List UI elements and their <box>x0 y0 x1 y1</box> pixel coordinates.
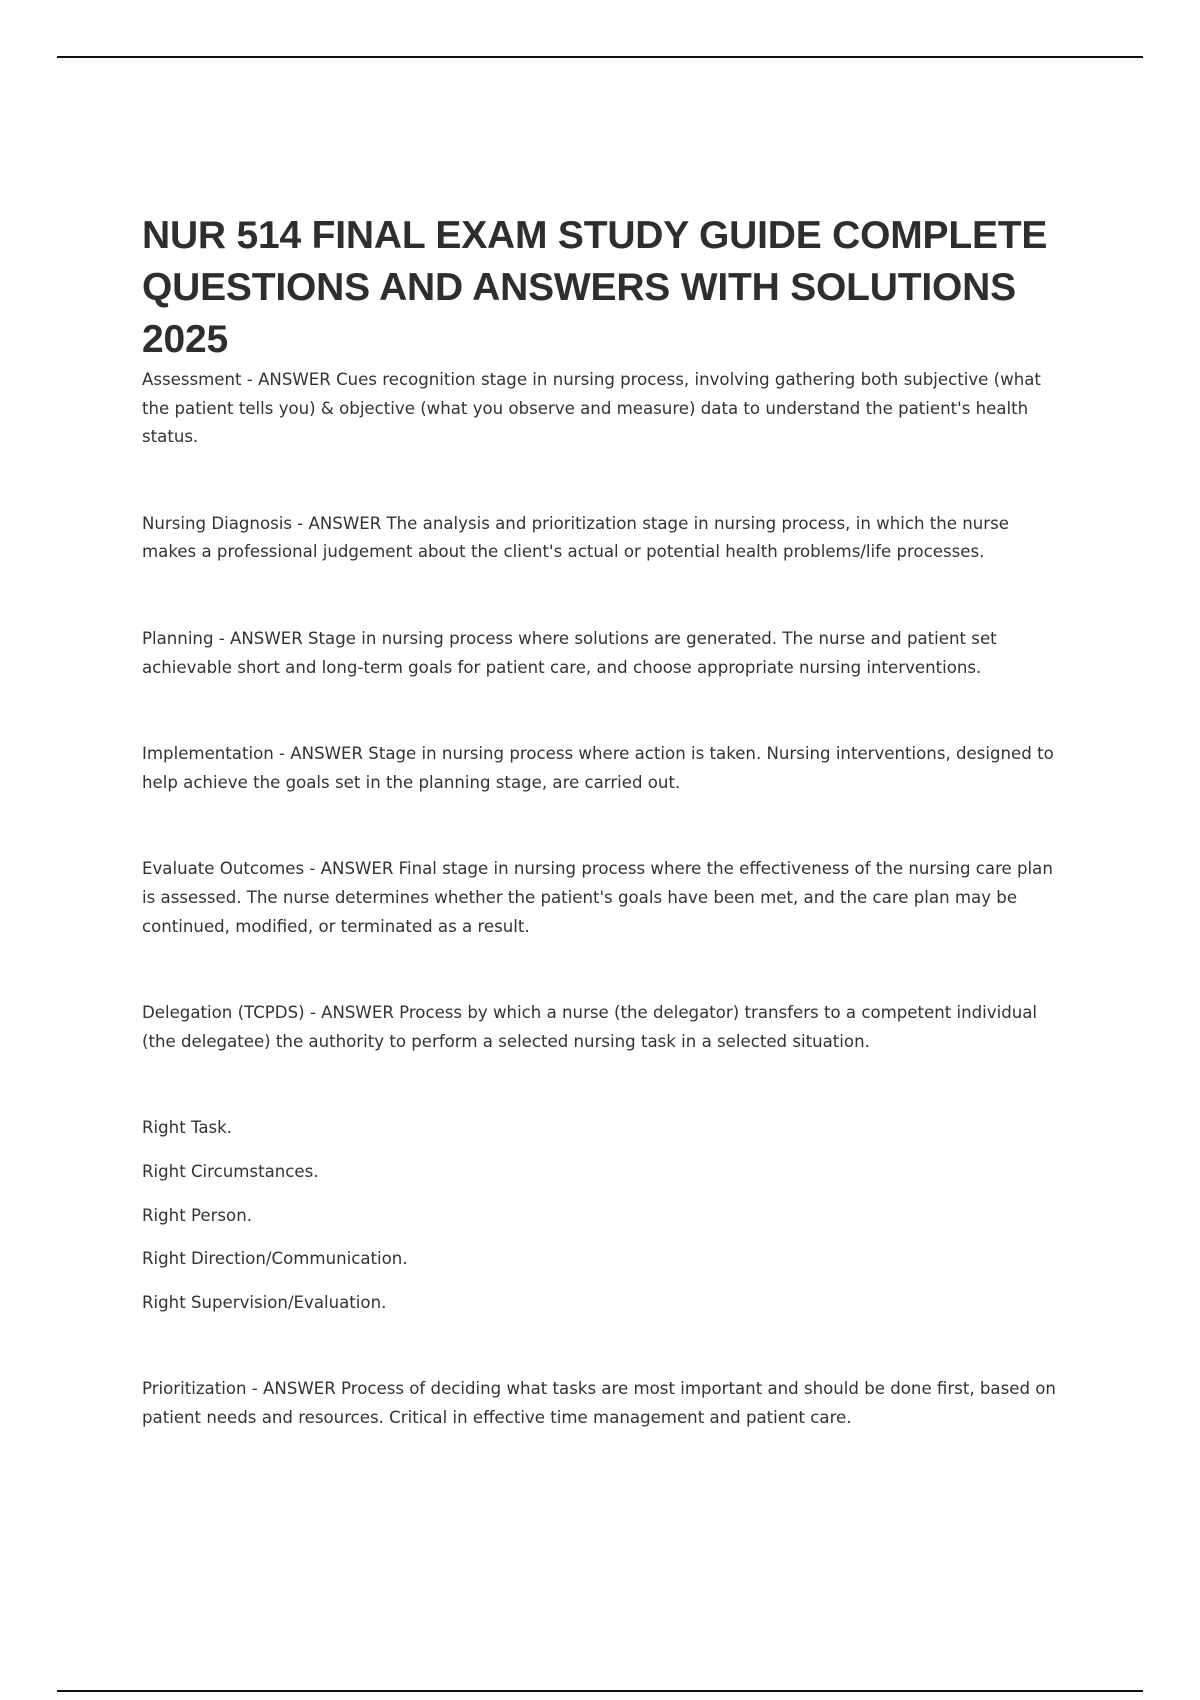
entry-answer: Cues recognition stage in nursing process, involving gathering both subjective (what the patient tells you) & objective (what you observe and measure) data to understand the patient's health status. <box>142 370 1041 447</box>
entry-separator: - ANSWER <box>273 744 369 764</box>
entry-term: Nursing Diagnosis <box>142 513 292 533</box>
entry-term: Implementation <box>142 744 274 764</box>
entry-term: Planning <box>142 628 214 648</box>
list-item: Right Supervision/Evaluation. <box>142 1292 387 1312</box>
list-item: Right Task. <box>142 1118 233 1138</box>
entry-separator: - ANSWER <box>304 859 399 879</box>
entry-term: Delegation (TCPDS) <box>142 1003 305 1023</box>
entry-delegation <box>142 999 1062 1056</box>
entry-prioritization <box>142 1375 1062 1432</box>
entry-term: Evaluate Outcomes <box>142 859 305 879</box>
entry-answer: Stage in nursing process where action is taken. Nursing interventions, designed to help achieve the goals set in the planning stage, are carried out. <box>142 744 1054 792</box>
entry-implementation <box>142 740 1062 797</box>
entry-answer: Stage in nursing process where solutions are generated. The nurse and patient set achievable short and long-term goals for patient care, and choose appropriate nursing interventions. <box>142 628 997 677</box>
entry-evaluate-outcomes <box>142 855 1062 941</box>
entry-term: Prioritization <box>142 1379 247 1399</box>
document-title: NUR 514 FINAL EXAM STUDY GUIDE COMPLETE QUESTIONS AND ANSWERS WITH SOLUTIONS 2025 <box>142 214 1048 361</box>
top-rule <box>57 56 1143 58</box>
entry-separator: - ANSWER <box>213 628 309 648</box>
list-item: Right Direction/Communication. <box>142 1249 408 1269</box>
entry-answer: The analysis and prioritization stage in nursing process, in which the nurse makes a professional judgement about the client's actual or potential health problems/life processes. <box>142 513 1009 562</box>
entry-separator: - ANSWER <box>292 513 387 533</box>
list-item: Right Circumstances. <box>142 1161 319 1181</box>
entry-separator: - ANSWER <box>241 370 337 389</box>
entry-answer: Process by which a nurse (the delegator) transfers to a competent individual (the delegatee) the authority to perform a selected nursing task in a selected situation. <box>142 1003 1038 1051</box>
entry-answer: Process of deciding what tasks are most important and should be done first, based on patient needs and resources. Critical in effective time management and patient care. <box>142 1379 1056 1427</box>
entry-planning <box>142 625 1062 682</box>
bottom-rule <box>57 1690 1143 1692</box>
list-item: Right Person. <box>142 1205 253 1225</box>
entry-separator: - ANSWER <box>304 1003 400 1023</box>
entry-separator: - ANSWER <box>246 1379 342 1399</box>
delegation-rights-list <box>142 1114 1062 1317</box>
entry-nursing-diagnosis <box>142 510 1062 567</box>
entry-term: Assessment <box>142 370 242 389</box>
document-body <box>142 210 1062 1432</box>
entry-answer: Final stage in nursing process where the effectiveness of the nursing care plan is assessed. The nurse determines whether the patient's goals have been met, and the care plan may be continued, modified, or terminated as a result. <box>142 859 1053 936</box>
entry-assessment <box>142 366 1062 452</box>
